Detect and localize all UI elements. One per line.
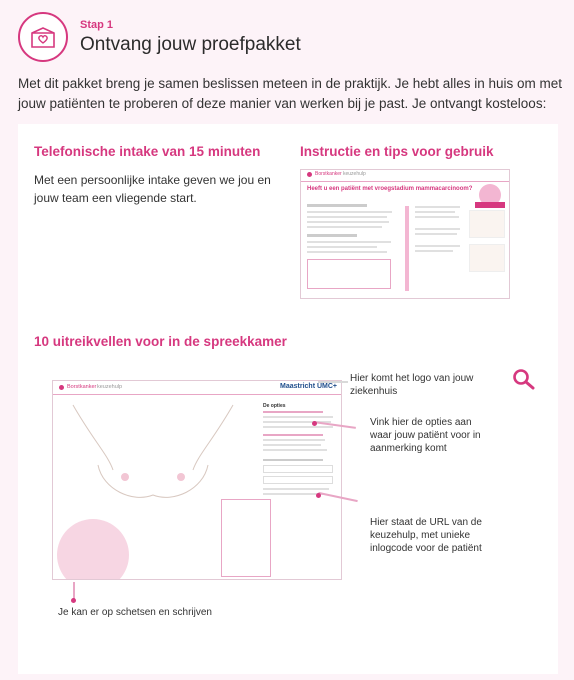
magnifier-icon <box>512 368 536 395</box>
thumb1-header: Borstkanker <box>315 171 342 177</box>
intake-title: Telefonische intake van 15 minuten <box>34 144 261 159</box>
thumb1-question: Heeft u een patiënt met vroegstadium mammacarcinoom? <box>307 186 473 192</box>
handout-sheet-thumbnail <box>52 380 342 580</box>
handouts-title: 10 uitreikvellen voor in de spreekkamer <box>34 334 287 349</box>
thumb1-header-sub: keuzehulp <box>343 171 366 177</box>
intake-text: Met een persoonlijke intake geven we jou en jouw team een vliegende start. <box>34 173 271 205</box>
instructions-title: Instructie en tips voor gebruik <box>300 144 494 159</box>
package-contents-card <box>18 124 558 674</box>
step-label: Stap 1 <box>80 18 114 31</box>
instruction-sheet-thumbnail <box>300 169 510 299</box>
hospital-logo: Maastricht UMC+ <box>280 383 337 390</box>
sketch-annotation: Je kan er op schetsen en schrijven <box>58 607 212 618</box>
logo-pointer-line <box>318 381 348 383</box>
intro-text: Met dit pakket breng je samen beslissen meteen in de praktijk. Je hebt alles in huis om met jouw patiënten te proberen of deze manier van werken bij je past. Je ontvangt kosteloos: <box>18 76 563 111</box>
url-annotation: Hier staat de URL van de keuzehulp, met unieke inlogcode voor de patiënt <box>370 517 482 554</box>
options-title: De opties <box>263 403 286 409</box>
ribbon-icon <box>307 172 312 177</box>
options-annotation: Vink hier de opties aan waar jouw patiënt voor in aanmerking komt <box>370 417 481 454</box>
thumb2-header: Borstkanker <box>67 384 97 390</box>
step-header <box>18 12 301 62</box>
logo-annotation: Hier komt het logo van jouw ziekenhuis <box>350 373 474 397</box>
ribbon-icon <box>59 385 64 390</box>
gift-box-heart-icon <box>18 12 68 62</box>
thumb2-header-sub: keuzehulp <box>97 384 123 390</box>
step-title: Ontvang jouw proefpakket <box>80 33 301 55</box>
